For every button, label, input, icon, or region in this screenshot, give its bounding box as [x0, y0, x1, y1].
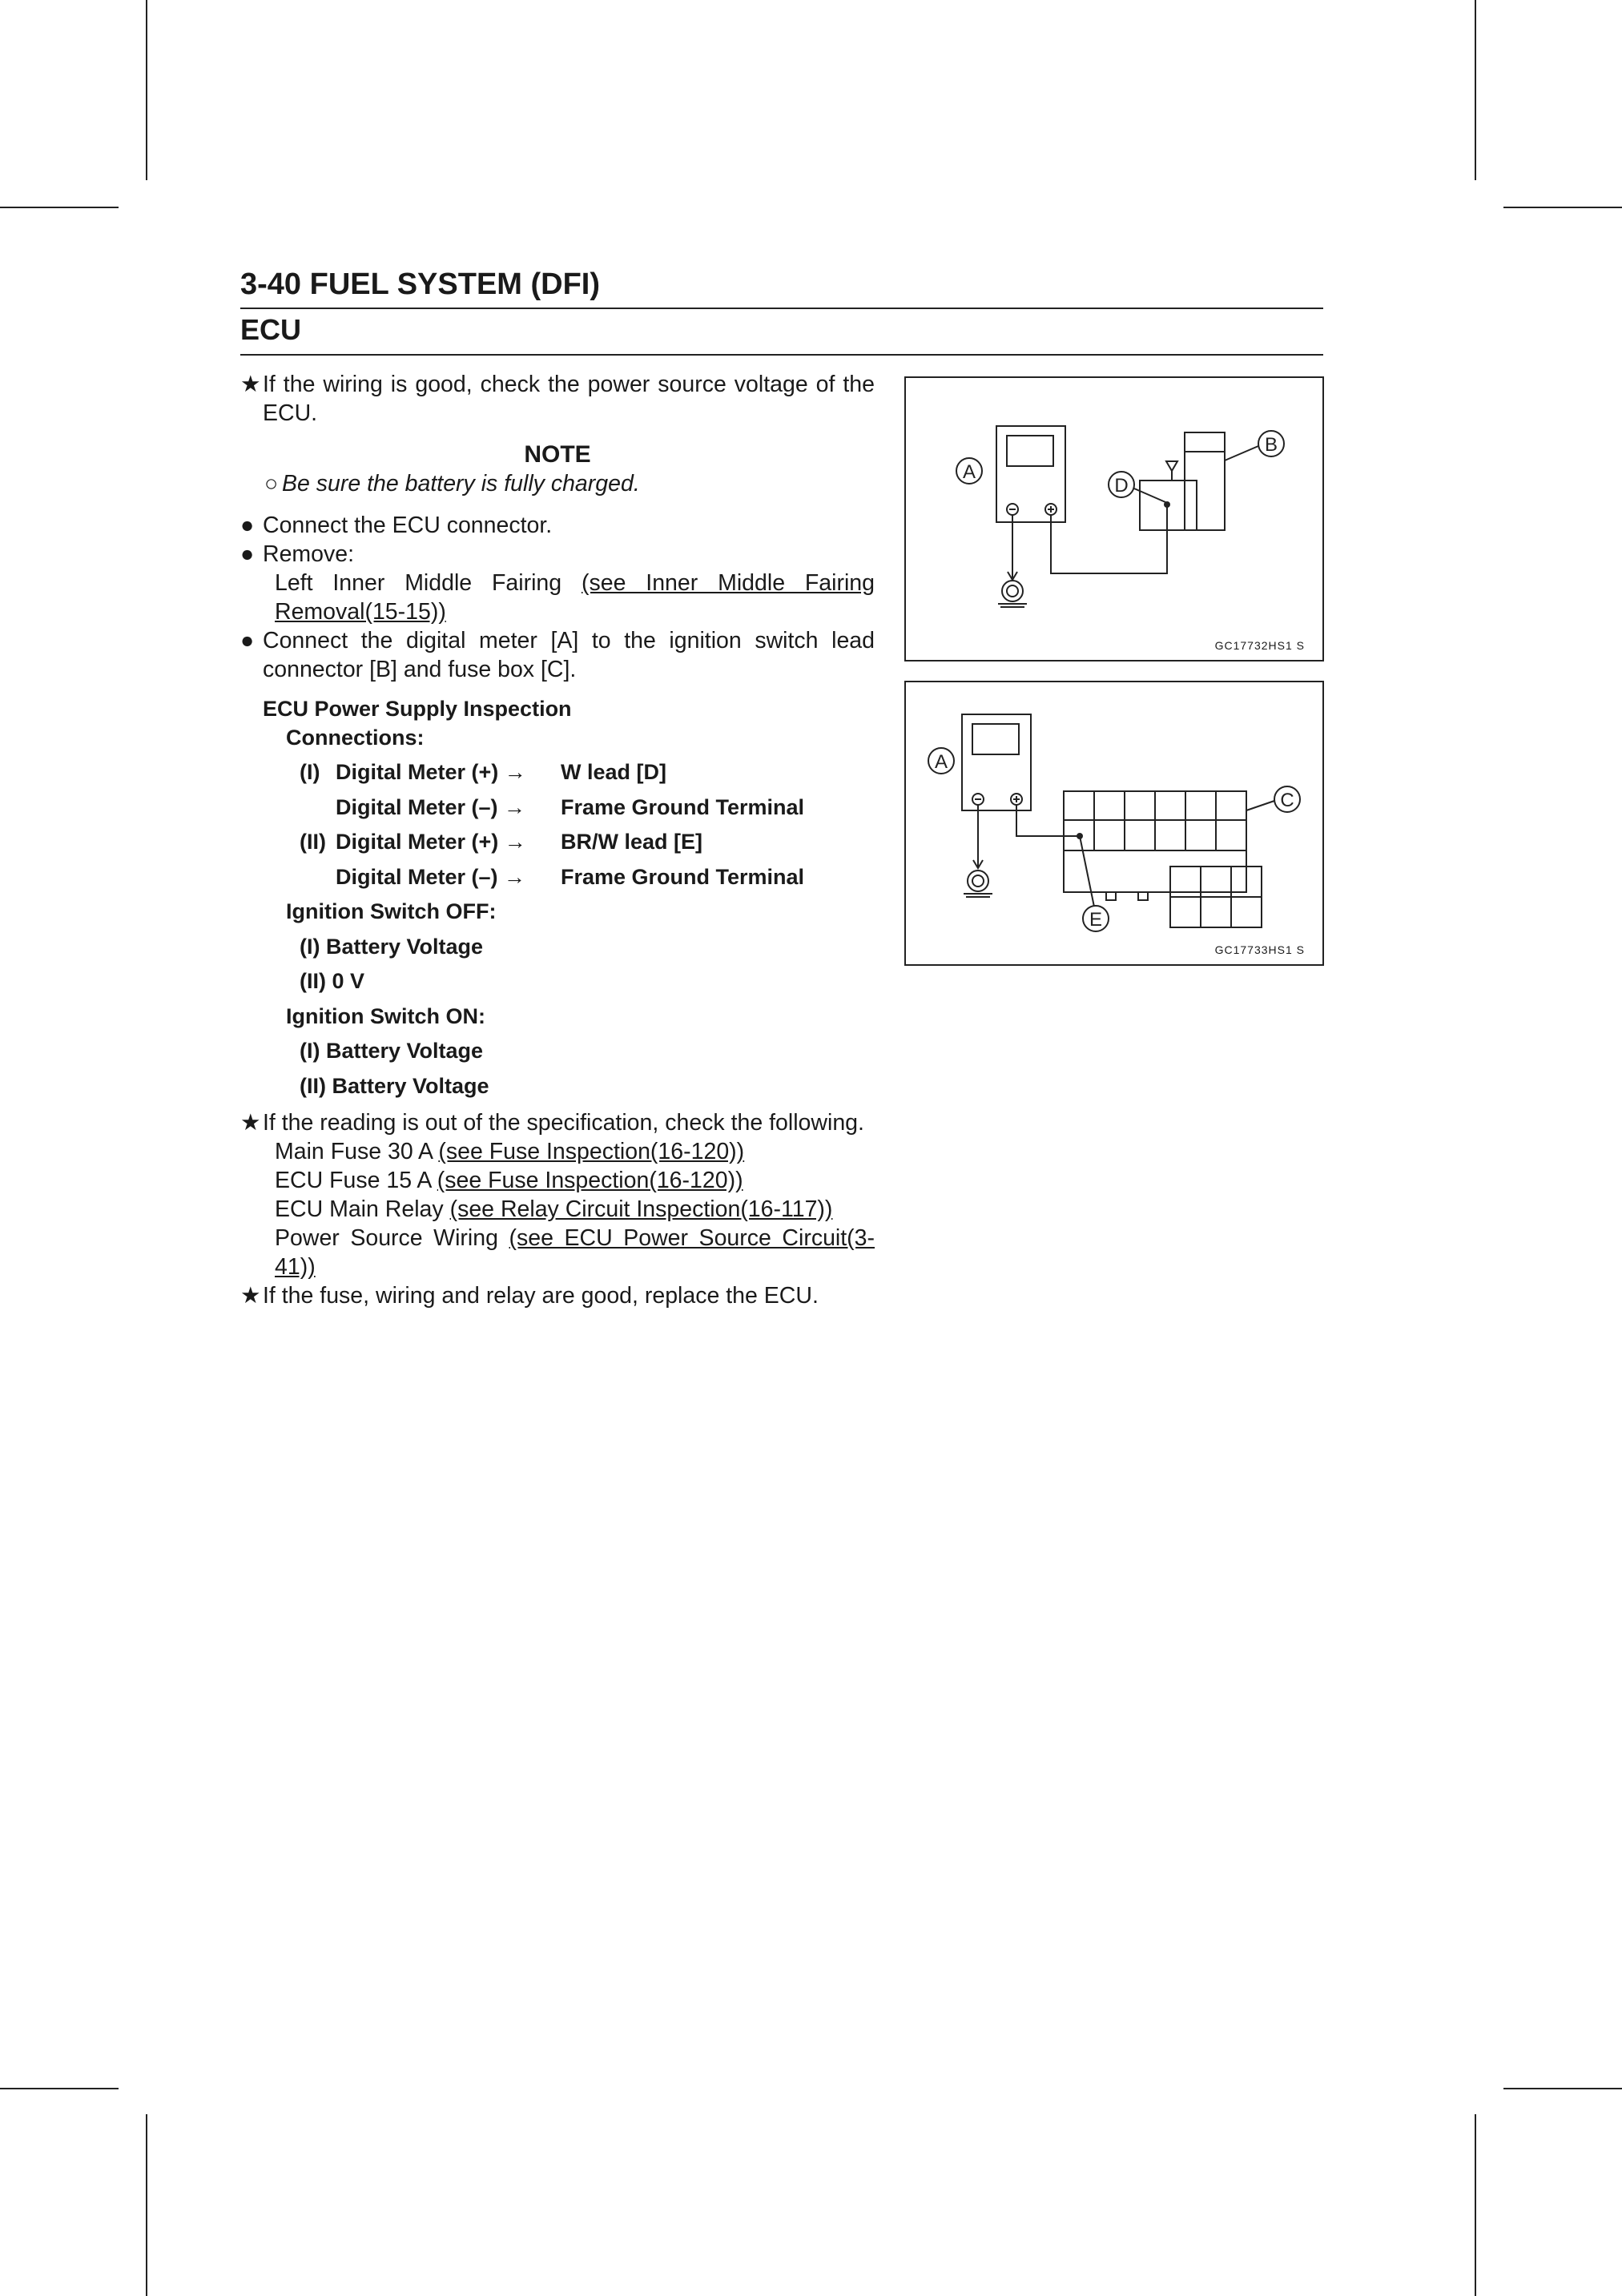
ignition-off-label: Ignition Switch OFF: [286, 899, 497, 923]
spec-value: (I) Battery Voltage [300, 934, 484, 959]
callout-a: A [934, 751, 948, 773]
callout-b: B [1264, 434, 1278, 456]
reference-link[interactable]: (see ECU Power Source Circuit(3-41)) [275, 1225, 875, 1280]
crop-mark [1475, 2114, 1476, 2296]
spec-row: (II) Digital Meter (+) → BR/W lead [E] [300, 830, 703, 854]
check-item: Power Source Wiring (see ECU Power Source Circuit(3-41)) [275, 1225, 875, 1280]
figure-meter-to-fuse-box [904, 681, 1324, 966]
crop-mark [0, 2088, 119, 2089]
instruction-text: Connect the ECU connector. [263, 513, 553, 538]
reference-link[interactable]: (see Fuse Inspection(16-120)) [437, 1168, 743, 1193]
callout-d: D [1114, 475, 1129, 497]
instruction-bullet [240, 540, 875, 569]
instruction-text: Connect the digital meter [A] to the ignition switch lead connector [B] and fuse box [C]. [263, 628, 875, 682]
crop-mark [146, 2114, 147, 2296]
check-item: ECU Main Relay (see Relay Circuit Inspection(16-117)) [275, 1196, 833, 1222]
instruction-star [240, 1108, 875, 1137]
check-item: ECU Fuse 15 A (see Fuse Inspection(16-120)) [275, 1168, 743, 1193]
star-icon: ★ [240, 372, 261, 397]
page-header [240, 264, 1323, 356]
spec-value: (II) 0 V [300, 969, 365, 993]
crop-mark [1503, 2088, 1622, 2089]
callout-e: E [1089, 909, 1103, 931]
figure-code: GC17732HS1 S [1214, 639, 1305, 652]
spec-title: ECU Power Supply Inspection [263, 697, 572, 721]
star-icon: ★ [240, 1283, 261, 1309]
section-title: ECU [240, 309, 1323, 356]
crop-mark [146, 0, 147, 180]
spec-block [240, 692, 875, 1104]
crop-mark [0, 207, 119, 208]
bullet-icon: ● [240, 541, 255, 567]
figure-meter-to-ignition-switch [904, 376, 1324, 661]
reference-link[interactable]: (see Fuse Inspection(16-120)) [438, 1139, 745, 1164]
instruction-star [240, 370, 875, 428]
instruction-text: If the wiring is good, check the power source voltage of the ECU. [263, 372, 875, 426]
note-text: Be sure the battery is fully charged. [282, 471, 640, 497]
crop-mark [1503, 207, 1622, 208]
wiring-diagram [906, 682, 1322, 964]
note-heading: NOTE [524, 441, 591, 468]
instruction-text: If the fuse, wiring and relay are good, replace the ECU. [263, 1283, 819, 1309]
instruction-text: If the reading is out of the specification, check the following. [263, 1110, 864, 1136]
reference-link[interactable]: (see Relay Circuit Inspection(16-117)) [449, 1196, 833, 1222]
instruction-star [240, 1281, 875, 1310]
bullet-icon: ● [240, 628, 255, 653]
star-icon: ★ [240, 1110, 261, 1136]
ignition-on-label: Ignition Switch ON: [286, 1003, 485, 1028]
callout-c: C [1280, 790, 1294, 811]
spec-row: Digital Meter (–) → Frame Ground Terminal [336, 794, 805, 819]
spec-value: (II) Battery Voltage [300, 1073, 489, 1098]
spec-value: (I) Battery Voltage [300, 1039, 484, 1063]
circle-icon: ○ [264, 471, 279, 497]
check-item: Main Fuse 30 A (see Fuse Inspection(16-120)) [275, 1139, 745, 1164]
instruction-bullet [240, 626, 875, 684]
instruction-text: Remove: [263, 541, 355, 567]
callout-a: A [962, 461, 976, 483]
reference-link[interactable]: (see Inner Middle Fairing Removal(15-15)) [275, 570, 875, 625]
instruction-bullet [240, 511, 875, 540]
wiring-diagram [906, 378, 1322, 660]
spec-row: Digital Meter (–) → Frame Ground Terminal [336, 864, 805, 889]
main-text-column [240, 370, 875, 1310]
part-name: Left Inner Middle Fairing [275, 570, 562, 596]
page-title: 3-40 FUEL SYSTEM (DFI) [240, 264, 1323, 309]
note [240, 469, 875, 498]
figure-code: GC17733HS1 S [1214, 943, 1305, 956]
crop-mark [1475, 0, 1476, 180]
remove-item [240, 569, 875, 626]
spec-row: (I) Digital Meter (+) → W lead [D] [300, 760, 666, 784]
bullet-icon: ● [240, 513, 255, 538]
spec-connections-label: Connections: [286, 725, 425, 750]
